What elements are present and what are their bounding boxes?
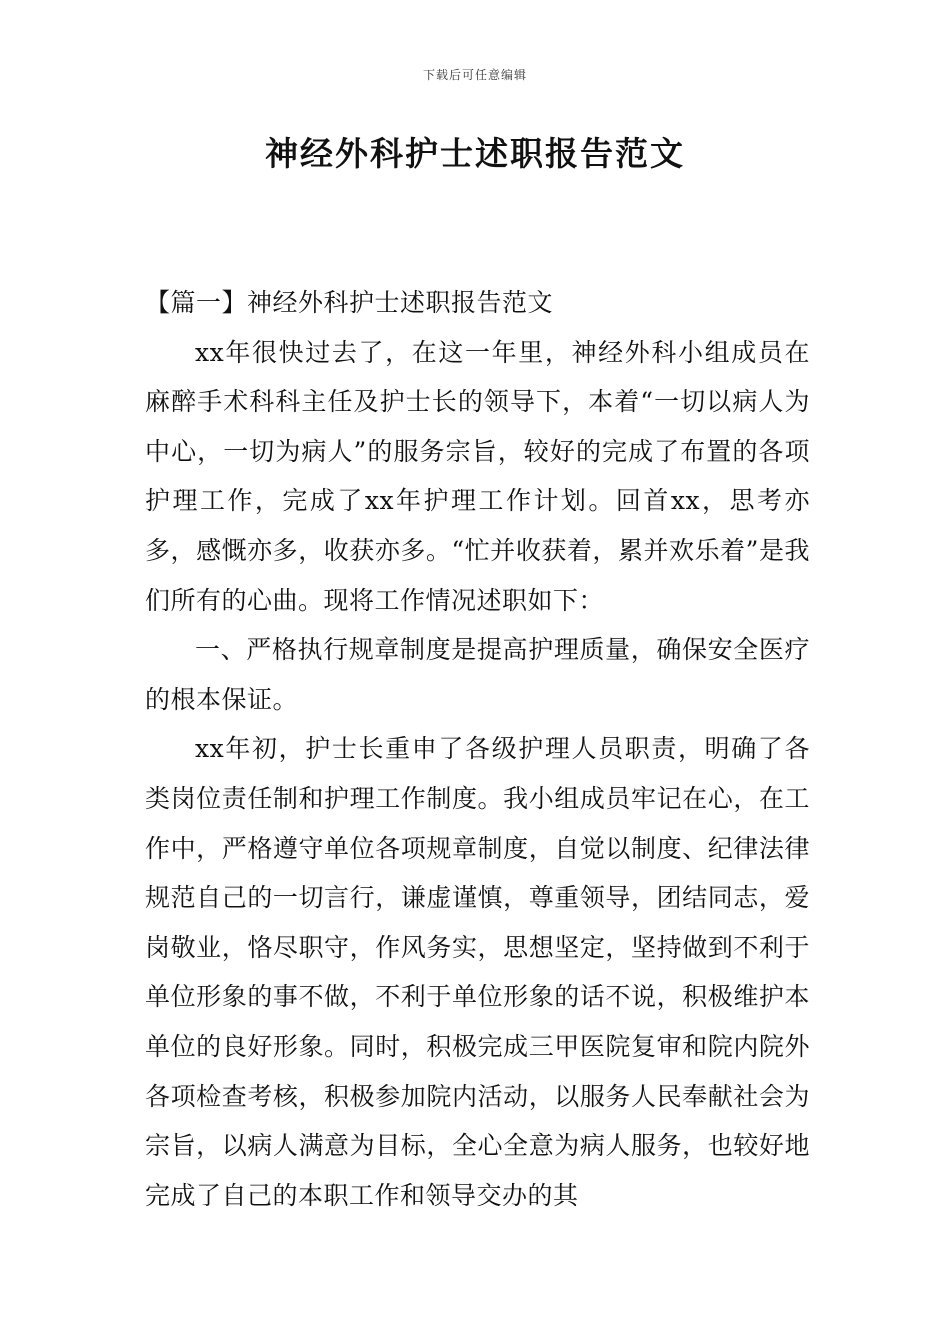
paragraph-body: xx年初，护士长重申了各级护理人员职责，明确了各类岗位责任制和护理工作制度。我小组成员牢记在心，在工作中，严格遵守单位各项规章制度，自觉以制度、纪律法律规范自己的一切言行，谦虚谨慎，尊重领导，团结同志，爱岗敬业，恪尽职守，作风务实，思想坚定，坚持做到不利于单位形象的事不做，不利于单位形象的话不说，积极维护本单位的良好形象。同时，积极完成三甲医院复审和院内院外各项检查考核，积极参加院内活动，以服务人民奉献社会为宗旨，以病人满意为目标，全心全意为病人服务，也较好地完成了自己的本职工作和领导交办的其 xyxy=(145,734,810,1210)
paragraph-intro: xx年很快过去了，在这一年里，神经外科小组成员在麻醉手术科科主任及护士长的领导下，本着“一切以病人为中心，一切为病人”的服务宗旨，较好的完成了布置的各项护理工作，完成了xx年护理工作计划。回首xx，思考亦多，感慨亦多，收获亦多。“忙并收获着，累并欢乐着”是我们所有的心曲。现将工作情况述职如下： xyxy=(145,337,810,615)
section-heading: 【篇一】神经外科护士述职报告范文 xyxy=(145,288,554,317)
document-title: 神经外科护士述职报告范文 xyxy=(265,134,685,173)
header-note: 下载后可任意编辑 xyxy=(422,68,527,82)
paragraph-point-one: 一、严格执行规章制度是提高护理质量，确保安全医疗的根本保证。 xyxy=(145,635,810,714)
document-body xyxy=(145,278,810,1220)
